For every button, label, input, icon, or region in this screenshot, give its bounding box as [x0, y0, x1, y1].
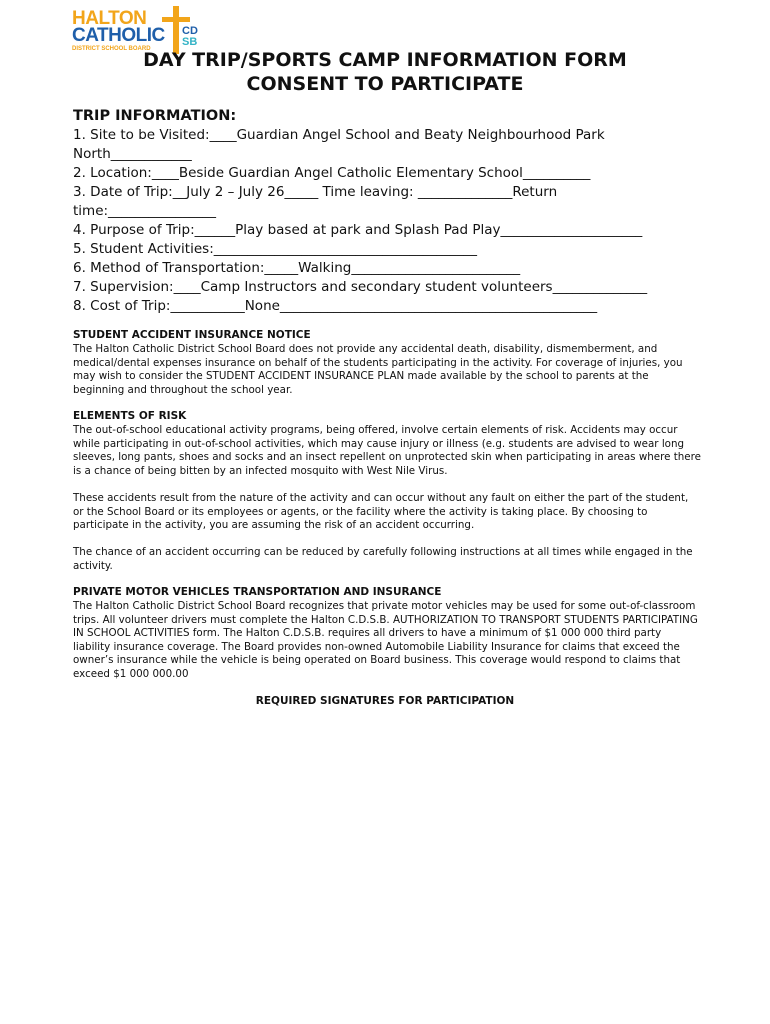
elements-of-risk-heading: ELEMENTS OF RISK: [73, 410, 187, 422]
trip-information-heading: TRIP INFORMATION:: [73, 108, 237, 124]
trip-line: 8. Cost of Trip:___________None_______________________________________________: [73, 298, 598, 314]
logo-district-text: DISTRICT SCHOOL BOARD: [72, 46, 151, 52]
trip-line: 2. Location:____Beside Guardian Angel Catholic Elementary School__________: [73, 165, 591, 181]
transportation-heading: PRIVATE MOTOR VEHICLES TRANSPORTATION AND INSURANCE: [73, 586, 442, 598]
form-subtitle: CONSENT TO PARTICIPATE: [246, 73, 524, 95]
logo-halton-text: HALTON: [72, 8, 147, 29]
insurance-notice-text: The Halton Catholic District School Board does not provide any accidental death, disability, dismemberment, and medical/dental expenses insurance on behalf of the students participating in the activity. For coverage of injuries, you may wish to consider the STUDENT ACCIDENT INSURANCE PLAN made available by the school to parents at the beginning and throughout the school year.: [73, 343, 683, 396]
trip-line: 1. Site to be Visited:____Guardian Angel School and Beaty Neighbourhood Park: [73, 127, 605, 143]
cross-icon-bar: [162, 17, 190, 22]
signatures-heading: REQUIRED SIGNATURES FOR PARTICIPATION: [255, 695, 515, 707]
trip-line: 4. Purpose of Trip:______Play based at park and Splash Pad Play_____________________: [73, 222, 643, 238]
risk-paragraph-2: These accidents result from the nature of the activity and can occur without any fault on either the part of the student, or the School Board or its employees or agents, or the facility where the activity is taking place. By choosing to participate in the activity, you are assuming the risk of an accident occurring.: [73, 492, 689, 531]
logo-catholic-text: CATHOLIC: [72, 25, 165, 46]
risk-paragraph-1: The out-of-school educational activity programs, being offered, involve certain elements of risk. Accidents may occur while participating in out-of-school activities, which may cause injury or illness (e.g. students are advised to wear long sleeves, long pants, shoes and socks and an insect repellent on unprotected skin when participating in areas where there is a chance of being bitten by an infected mosquito with West Nile Virus.: [73, 424, 701, 477]
trip-line: 3. Date of Trip:__July 2 – July 26_____ Time leaving: ______________Return: [73, 184, 558, 200]
logo-cdsb-text: CD SB: [182, 25, 198, 48]
trip-information-list: [73, 126, 713, 316]
trip-line: North____________: [73, 146, 192, 162]
trip-line: 6. Method of Transportation:_____Walking_________________________: [73, 260, 521, 276]
trip-line: time:________________: [73, 203, 217, 219]
trip-line: 7. Supervision:____Camp Instructors and secondary student volunteers______________: [73, 279, 648, 295]
school-board-logo: [70, 6, 205, 54]
insurance-notice-heading: STUDENT ACCIDENT INSURANCE NOTICE: [73, 329, 311, 341]
risk-paragraph-3: The chance of an accident occurring can be reduced by carefully following instructions at all times while engaged in the activity.: [73, 546, 693, 572]
form-title: DAY TRIP/SPORTS CAMP INFORMATION FORM: [143, 49, 627, 71]
trip-line: 5. Student Activities:_______________________________________: [73, 241, 477, 257]
cross-icon: [173, 6, 179, 54]
transportation-text: The Halton Catholic District School Board recognizes that private motor vehicles may be used for some out-of-classroom trips. All volunteer drivers must complete the Halton C.D.S.B. AUTHORIZATION TO TRANSPORT STUDENTS PARTICIPATING IN SCHOOL ACTIVITIES form. The Halton C.D.S.B. requires all drivers to have a minimum of $1 000 000 third party liability insurance coverage. The Board provides non-owned Automobile Liability Insurance for claims that exceed the owner’s insurance while the vehicle is being operated on Board business. This coverage would respond to claims that exceed $1 000 000.00: [73, 600, 698, 680]
